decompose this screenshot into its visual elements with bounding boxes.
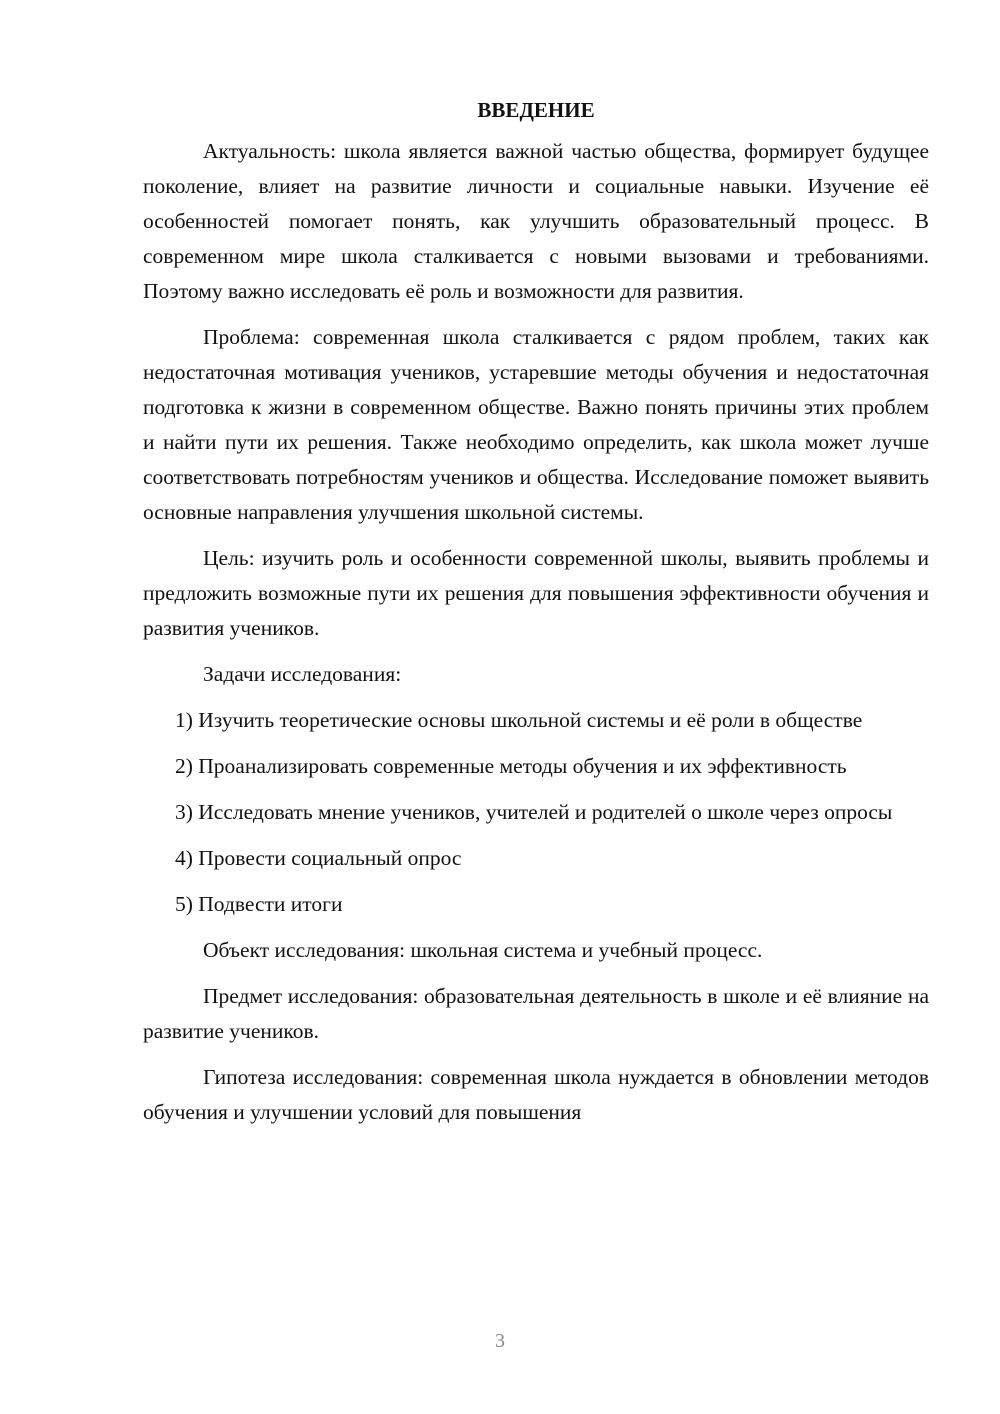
hypothesis-paragraph: Гипотеза исследования: современная школа нуждается в обновлении методов обучения и улучшении условий для повышения bbox=[143, 1065, 929, 1124]
task-item: 1) Изучить теоретические основы школьной системы и её роли в обществе bbox=[175, 708, 863, 732]
task-item: 2) Проанализировать современные методы обучения и их эффективность bbox=[175, 754, 847, 778]
page-number: 3 bbox=[495, 1330, 505, 1352]
object-paragraph: Объект исследования: школьная система и учебный процесс. bbox=[203, 938, 763, 962]
subject-paragraph: Предмет исследования: образовательная деятельность в школе и её влияние на развитие учеников. bbox=[143, 984, 929, 1043]
problem-paragraph: Проблема: современная школа сталкивается с рядом проблем, таких как недостаточная мотивация учеников, устаревшие методы обучения и недостаточная подготовка к жизни в современном обществе. Важно понять причины этих проблем и найти пути их решения. Также необходимо определить, как школа может лучше соответствовать потребностям учеников и общества. Исследование поможет выявить основные направления улучшения школьной системы. bbox=[143, 325, 929, 524]
task-item: 5) Подвести итоги bbox=[175, 892, 343, 916]
document-page bbox=[143, 95, 929, 1141]
goal-paragraph: Цель: изучить роль и особенности современной школы, выявить проблемы и предложить возможные пути их решения для повышения эффективности обучения и развития учеников. bbox=[143, 546, 929, 640]
task-item: 4) Провести социальный опрос bbox=[175, 846, 462, 870]
section-title: ВВЕДЕНИЕ bbox=[477, 98, 595, 122]
tasks-heading: Задачи исследования: bbox=[203, 662, 402, 686]
relevance-paragraph: Актуальность: школа является важной частью общества, формирует будущее поколение, влияет на развитие личности и социальные навыки. Изучение её особенностей помогает понять, как улучшить образовательный процесс. В современном мире школа сталкивается с новыми вызовами и требованиями. Поэтому важно исследовать её роль и возможности для развития. bbox=[143, 139, 929, 303]
task-item: 3) Исследовать мнение учеников, учителей и родителей о школе через опросы bbox=[175, 800, 893, 824]
